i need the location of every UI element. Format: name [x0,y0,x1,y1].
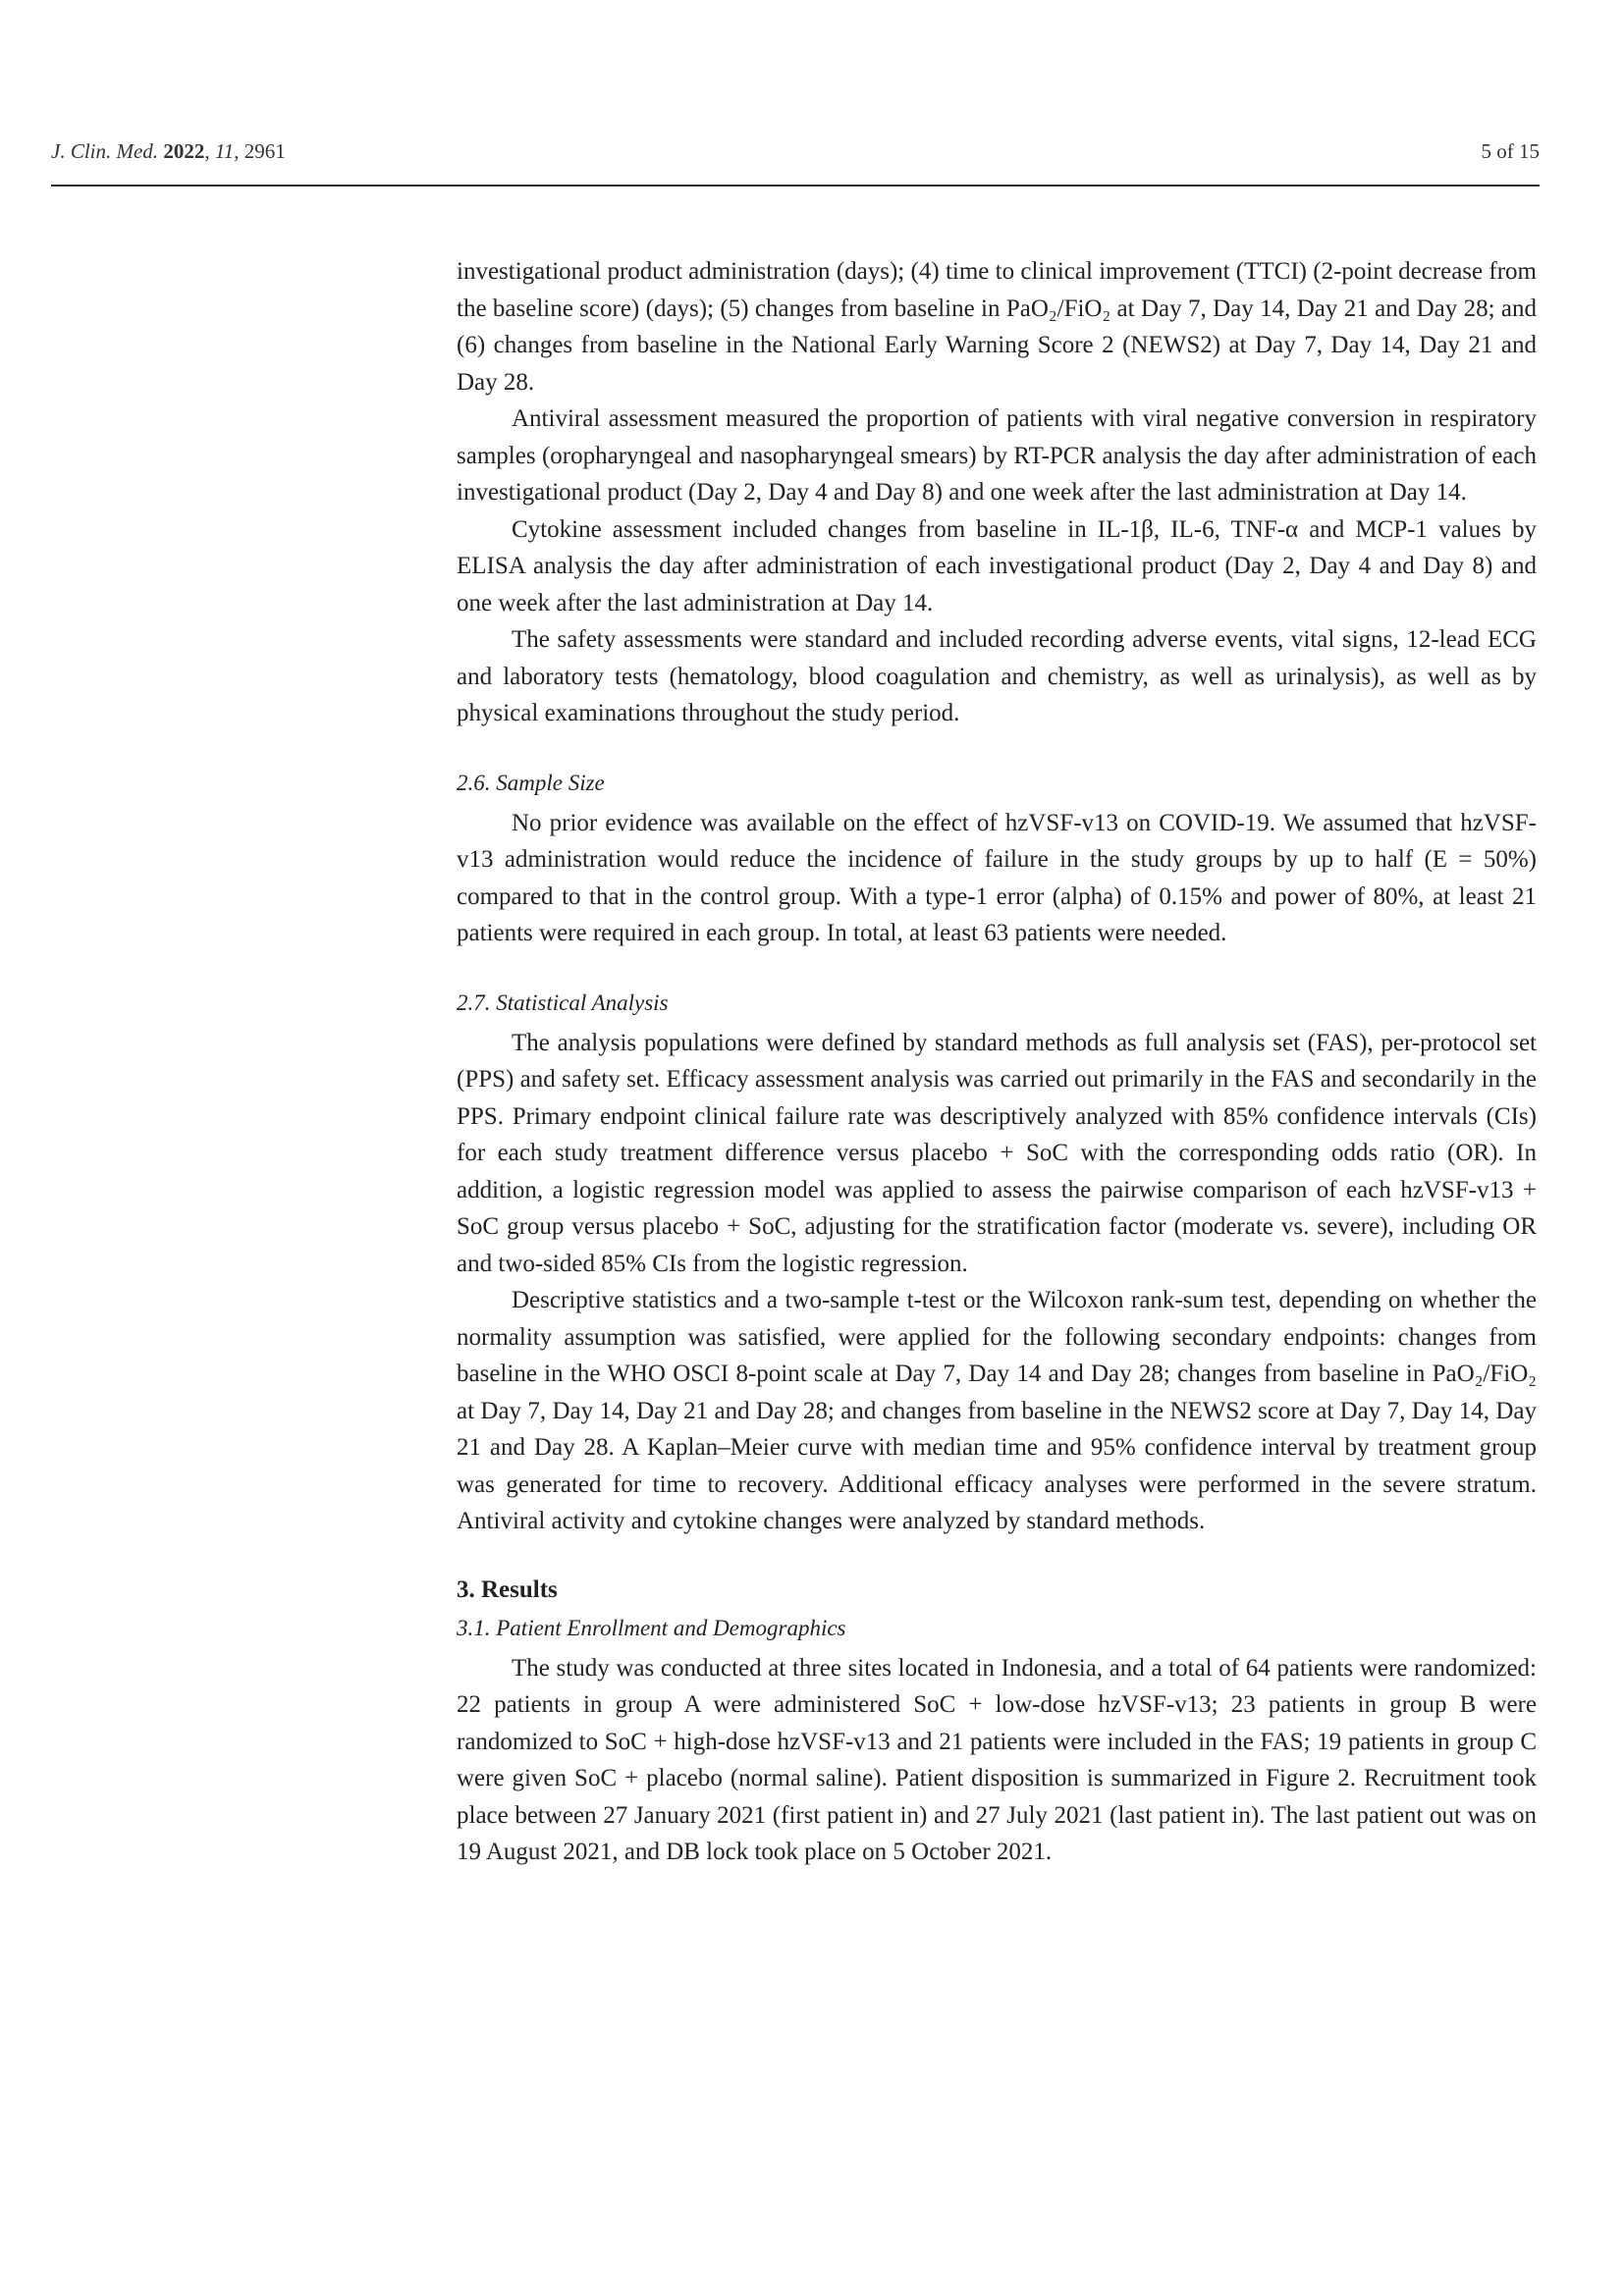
paragraph-analysis-populations: The analysis populations were defined by standard methods as full analysis set (FAS), per-protocol set (PPS) and safety set. Efficacy assessment analysis was carried out primarily in the FAS and secondarily in the PPS. Primary endpoint clinical failure rate was descriptively analyzed with 85% confidence intervals (CIs) for each study treatment difference versus placebo + SoC with the corresponding odds ratio (OR). In addition, a logistic regression model was applied to assess the pairwise comparison of each hzVSF-v13 + SoC group versus placebo + SoC, adjusting for the stratification factor (moderate vs. severe), including OR and two-sided 85% CIs from the logistic regression. [457,1029,1537,1277]
paragraph-antiviral-assessment: Antiviral assessment measured the proportion of patients with viral negative conversion in respiratory samples (oropharyngeal and nasopharyngeal smears) by RT-PCR analysis the day after administration of each investigational product (Day 2, Day 4 and Day 8) and one week after the last administration at Day 14. [457,405,1537,506]
paragraph-safety-assessment: The safety assessments were standard and included recording adverse events, vital signs, 12-lead ECG and laboratory tests (hematology, blood coagulation and chemistry, as well as urinalysis), as well as by physical examinations throughout the study period. [457,626,1537,726]
journal-citation: J. Clin. Med. 2022, 11, 2961 [51,139,286,163]
page-header [51,137,1540,187]
paragraph-patient-enrollment: The study was conducted at three sites located in Indonesia, and a total of 64 patients were randomized: 22 patients in group A were administered SoC + low-dose hzVSF-v13; 23 patients in group B were randomized to SoC + high-dose hzVSF-v13 and 21 patients were included in the FAS; 19 patients in group C were given SoC + placebo (normal saline). Patient disposition is summarized in Figure 2. Recruitment took place between 27 January 2021 (first patient in) and 27 July 2021 (last patient in). The last patient out was on 19 August 2021, and DB lock took place on 5 October 2021. [457,1654,1537,1865]
section-title-results: 3. Results [457,1575,558,1603]
journal-name: J. Clin. Med. [51,139,159,163]
paragraph-sample-size: No prior evidence was available on the effect of hzVSF-v13 on COVID-19. We assumed that hzVSF-v13 administration would reduce the incidence of failure in the study groups by up to half (E = 50%) compared to that in the control group. With a type-1 error (alpha) of 0.15% and power of 80%, at least 21 patients were required in each group. In total, at least 63 patients were needed. [457,809,1537,946]
journal-volume: 11 [214,139,235,163]
paragraph-continued: investigational product administration (days); (4) time to clinical improvement (TTCI) (2-point decrease from the baseline score) (days); (5) changes from baseline in PaO₂/FiO₂ at Day 7, Day 14, Day 21 and Day 28; and (6) changes from baseline in the National Early Warning Score 2 (NEWS2) at Day 7, Day 14, Day 21 and Day 28. [457,258,1537,396]
subsection-title-statistical-analysis: 2.7. Statistical Analysis [457,989,669,1015]
page-number: 5 of 15 [1481,139,1540,163]
paragraph-descriptive-statistics: Descriptive statistics and a two-sample t-test or the Wilcoxon rank-sum test, depending on whether the normality assumption was satisfied, were applied for the following secondary endpoints: changes from baseline in the WHO OSCI 8-point scale at Day 7, Day 14 and Day 28; changes from baseline in PaO₂/FiO₂ at Day 7, Day 14, Day 21 and Day 28; and changes from baseline in the NEWS2 score at Day 7, Day 14, Day 21 and Day 28. A Kaplan–Meier curve with median time and 95% confidence interval by treatment group was generated for time to recovery. Additional efficacy analyses were performed in the severe stratum. Antiviral activity and cytokine changes were analyzed by standard methods. [457,1287,1537,1534]
paragraph-cytokine-assessment: Cytokine assessment included changes from baseline in IL-1β, IL-6, TNF-α and MCP-1 values by ELISA analysis the day after administration of each investigational product (Day 2, Day 4 and Day 8) and one week after the last administration at Day 14. [457,515,1537,616]
article-body [457,253,1537,1871]
subsection-title-patient-enrollment: 3.1. Patient Enrollment and Demographics [457,1615,846,1640]
subsection-title-sample-size: 2.6. Sample Size [457,770,605,795]
article-number: , 2961 [234,139,286,163]
journal-year: 2022 [163,139,205,163]
